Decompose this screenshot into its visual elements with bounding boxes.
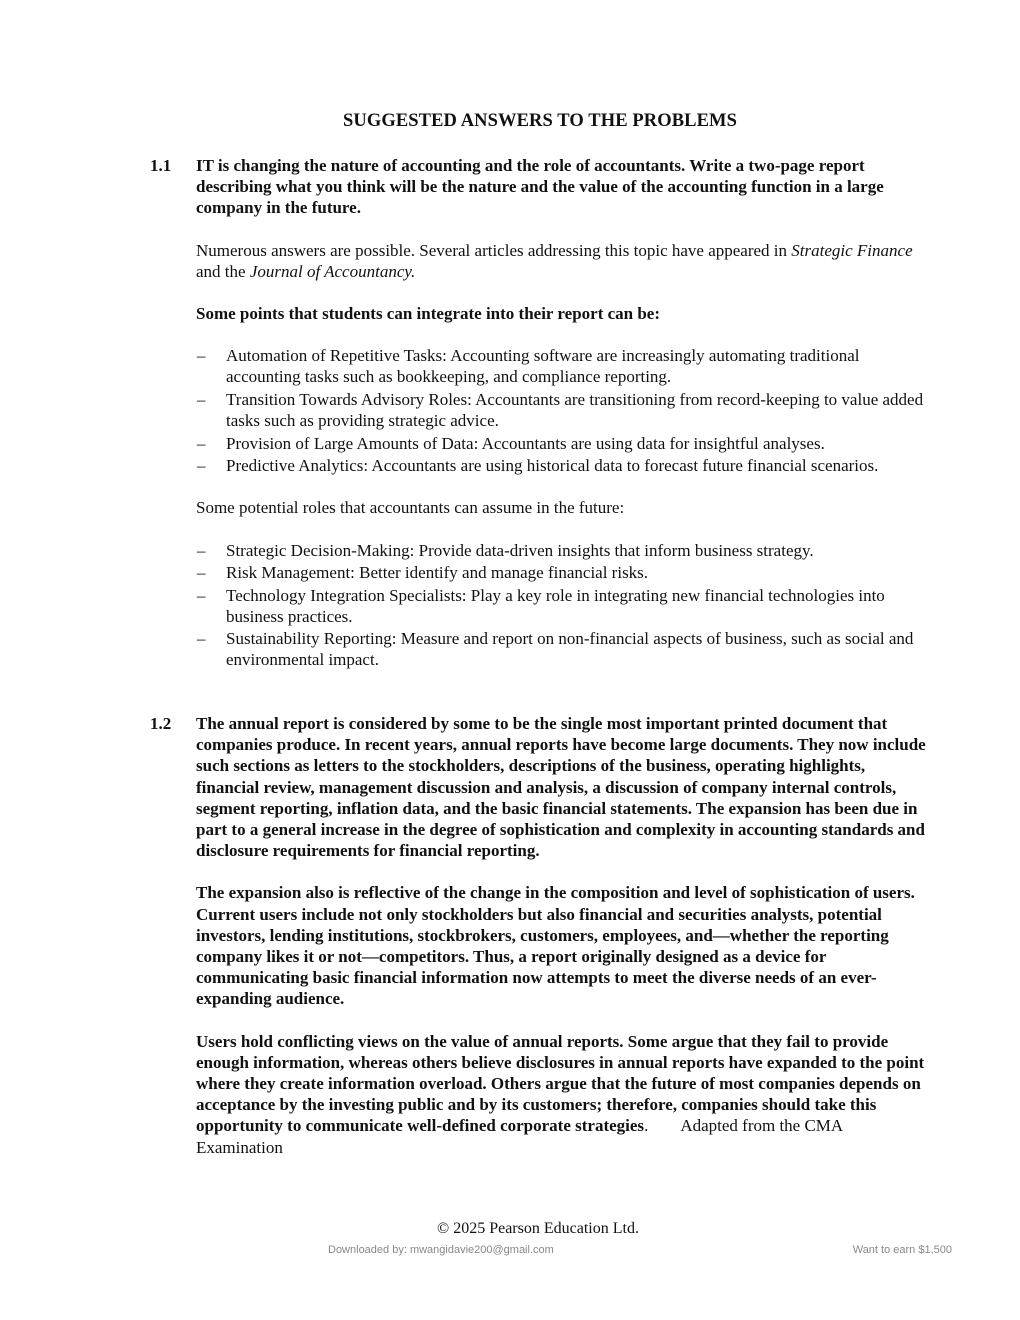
source-note: Adapted from the CMA Examination <box>196 1116 843 1157</box>
roles-list <box>196 540 930 671</box>
list-item-text: Strategic Decision-Making: Provide data-driven insights that inform business strategy. <box>226 540 814 560</box>
paragraph-3-text: Users hold conflicting views on the value of annual reports. Some argue that they fail to provide enough information, whereas others believe disclosures in annual reports have expanded to the point where they create information overload. Others argue that the future of most companies depends on acceptance by the investing public and by its customers; therefore, companies should take this opportunity to communicate well-defined corporate strategies <box>196 1031 925 1136</box>
list-item-text: Technology Integration Specialists: Play a key role in integrating new financial technologies into business practices. <box>226 585 885 626</box>
list-item-text: Provision of Large Amounts of Data: Accountants are using data for insightful analyses. <box>226 433 825 453</box>
dash-bullet: – <box>197 456 206 476</box>
problem-1-2 <box>150 713 930 1179</box>
strategic-finance-title: Strategic Finance <box>791 240 913 260</box>
points-list <box>196 345 930 476</box>
list-item <box>196 628 930 670</box>
list-item-text: Automation of Repetitive Tasks: Accounting software are increasingly automating traditional accounting tasks such as bookkeeping, and compliance reporting. <box>226 346 860 387</box>
list-item <box>196 562 930 583</box>
intro-text-start: Numerous answers are possible. Several articles addressing this topic have appeared in <box>196 240 792 260</box>
list-item <box>196 389 930 431</box>
list-item <box>196 455 930 476</box>
dash-bullet: – <box>197 389 206 409</box>
list-item <box>196 540 930 561</box>
list-item <box>196 433 930 454</box>
copyright-notice: © 2025 Pearson Education Ltd. <box>437 1220 639 1237</box>
problem-1-1 <box>150 155 930 692</box>
paragraph-2: The expansion also is reflective of the change in the composition and level of sophistication of users. Current users include not only stockholders but also financial and securities analysts, potential investors, lending institutions, stockbrokers, customers, employees, and—whether the reporting company likes it or not—competitors. Thus, a report originally designed as a device for communicating basic financial information now attempts to meet the diverse needs of an ever-expanding audience. <box>196 883 915 1009</box>
intro-paragraph <box>196 240 930 282</box>
list-item-text: Predictive Analytics: Accountants are using historical data to forecast future financial scenarios. <box>226 456 879 476</box>
dash-bullet: – <box>197 563 206 583</box>
problem-question: IT is changing the nature of accounting and the role of accountants. Write a two-page report describing what you think will be the nature and the value of the accounting function in a large company in the future. <box>196 156 884 218</box>
points-heading: Some points that students can integrate into their report can be: <box>196 304 661 324</box>
dash-bullet: – <box>197 540 206 560</box>
downloaded-by-note: Downloaded by: mwangidavie200@gmail.com <box>328 1244 554 1256</box>
paragraph-3-end: . <box>644 1116 649 1136</box>
list-item <box>196 345 930 387</box>
list-item-text: Sustainability Reporting: Measure and report on non-financial aspects of business, such as social and environmental impact. <box>226 629 914 670</box>
problem-number: 1.1 <box>150 156 172 175</box>
paragraph-1: The annual report is considered by some to be the single most important printed document that companies produce. In recent years, annual reports have become large documents. They now include such sections as letters to the stockholders, descriptions of the business, operating highlights, financial review, management discussion and analysis, a discussion of company internal controls, segment reporting, inflation data, and the basic financial statements. The expansion has been due in part to a general increase in the degree of sophistication and complexity in accounting standards and disclosure requirements for financial reporting. <box>196 714 926 861</box>
page-title: SUGGESTED ANSWERS TO THE PROBLEMS <box>343 111 737 131</box>
dash-bullet: – <box>197 585 206 605</box>
dash-bullet: – <box>197 629 206 649</box>
journal-title: Journal of Accountancy. <box>249 261 416 281</box>
earn-link[interactable]: Want to earn $1,500 <box>852 1244 952 1256</box>
dash-bullet: – <box>197 433 206 453</box>
roles-heading: Some potential roles that accountants can assume in the future: <box>196 498 625 518</box>
paragraph-3 <box>196 1031 930 1158</box>
intro-text-mid: and the <box>196 261 250 281</box>
list-item-text: Transition Towards Advisory Roles: Accountants are transitioning from record-keeping to value added tasks such as providing strategic advice. <box>226 389 924 431</box>
list-item-text: Risk Management: Better identify and manage financial risks. <box>226 563 649 583</box>
problem-number: 1.2 <box>150 714 172 733</box>
list-item <box>196 585 930 627</box>
dash-bullet: – <box>197 346 206 366</box>
